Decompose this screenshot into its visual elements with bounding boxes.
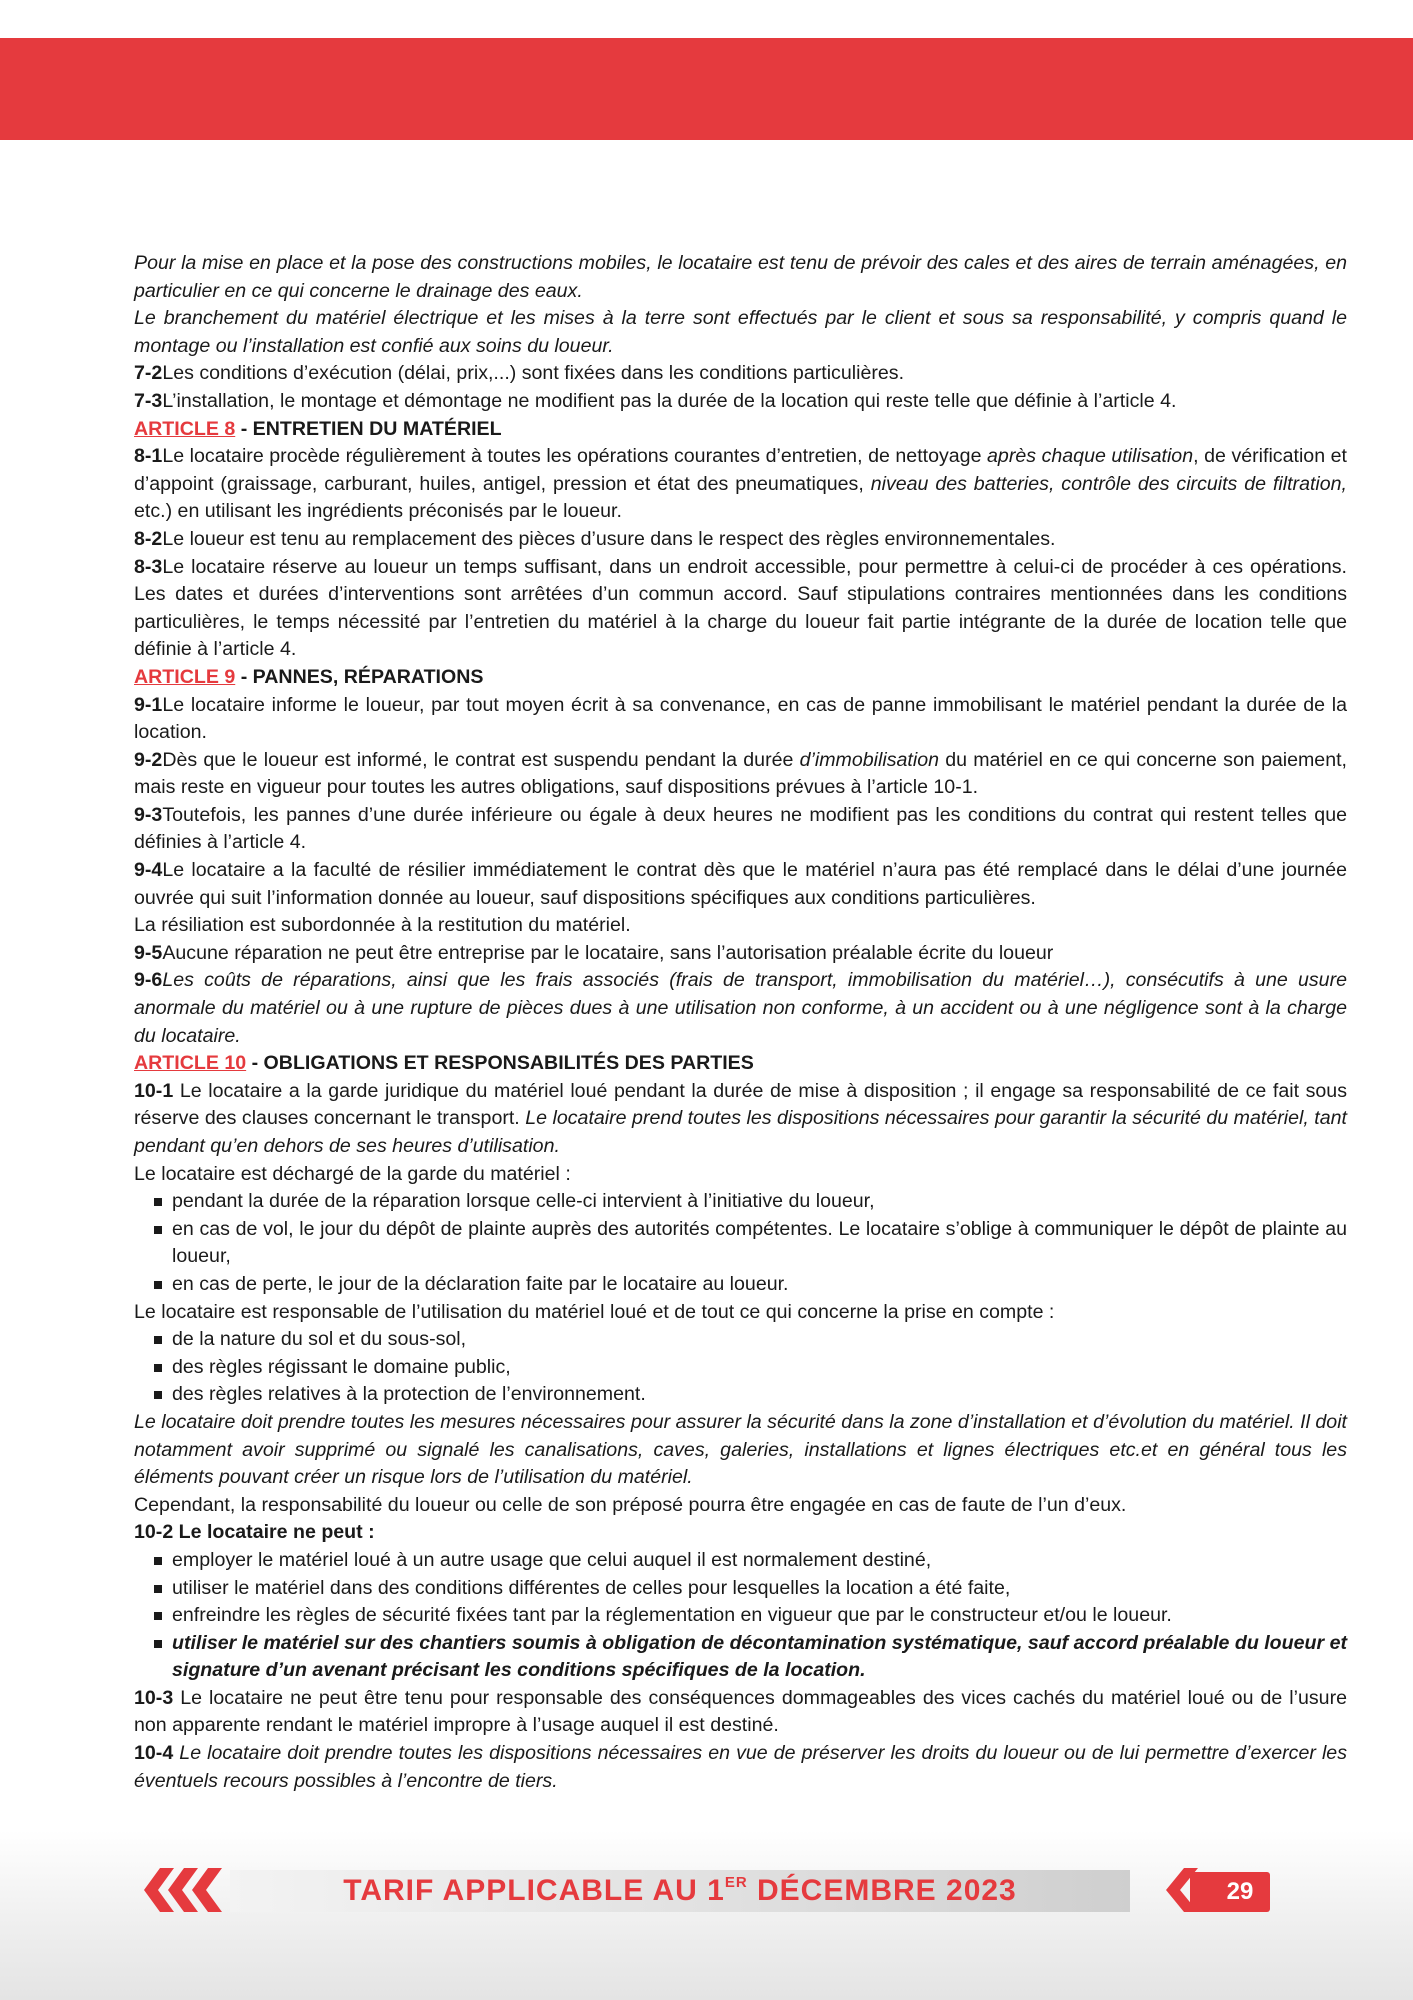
clause-7-2: 7-2Les conditions d’exécution (délai, prix,...) sont fixées dans les conditions particulières. [134, 362, 905, 385]
clause-9-4-note: La résiliation est subordonnée à la restitution du matériel. [134, 914, 631, 937]
page-number: 29 [1226, 1878, 1254, 1905]
clause-9-1: 9-1Le locataire informe le loueur, par tout moyen écrit à sa convenance, en cas de panne immobilisant le matériel pendant la durée de la location. [134, 693, 1347, 744]
intro-paragraph-1: Pour la mise en place et la pose des constructions mobiles, le locataire est tenu de prévoir des cales et des aires de terrain aménagées, en particulier en ce qui concerne le drainage des eaux. [134, 252, 1347, 302]
list-item: utiliser le matériel dans des conditions différentes de celles pour lesquelles la location a été faite, [154, 1575, 1347, 1603]
clause-8-1: 8-1Le locataire procède régulièrement à toutes les opérations courantes d’entretien, de nettoyage après chaque utilisation, de vérification et d’appoint (graissage, carburant, huiles, antigel, pression et état des pneumatiques, niveau des batteries, contrôle des circuits de filtration, etc.) en utilisant les ingrédients préconisés par le loueur. [134, 445, 1347, 523]
clause-9-3: 9-3Toutefois, les pannes d’une durée inférieure ou égale à deux heures ne modifient pas les conditions du contrat qui restent telles que définies à l’article 4. [134, 803, 1347, 854]
list-item: pendant la durée de la réparation lorsque celle-ci intervient à l’initiative du loueur, [154, 1188, 1347, 1216]
clause-9-2: 9-2Dès que le loueur est informé, le contrat est suspendu pendant la durée d’immobilisation du matériel en ce qui concerne son paiement, mais reste en vigueur pour toutes les autres obligations, sauf dispositions prévues à l’article 10-1. [134, 748, 1347, 799]
clause-9-4: 9-4Le locataire a la faculté de résilier immédiatement le contrat dès que le matériel n’aura pas été remplacé dans le délai d’une journée ouvrée qui suit l’information donnée au loueur, sauf dispositions spécifiques aux conditions particulières. [134, 859, 1347, 909]
article-8-link[interactable]: ARTICLE 8 [134, 417, 236, 440]
tarif-label: TARIF APPLICABLE AU 1ER DÉCEMBRE 2023 [343, 1874, 1017, 1907]
mesures-paragraph: Le locataire doit prendre toutes les mesures nécessaires pour assurer la sécurité dans la zone d’installation et d’évolution du matériel. Il doit notamment avoir supprimé ou signalé les canalisations, caves, galeries, installations et lignes électriques etc.et en général tous les éléments pouvant créer un risque lors de l’utilisation du matériel. [134, 1410, 1347, 1489]
ne-peut-list [134, 1547, 1347, 1685]
clause-10-3: 10-3 Le locataire ne peut être tenu pour responsable des conséquences dommageables des vices cachés du matériel loué ou de l’usure non apparente rendant le matériel impropre à l’usage auquel il est destiné. [134, 1686, 1347, 1737]
list-item: enfreindre les règles de sécurité fixées tant par la réglementation en vigueur que par le constructeur et/ou le loueur. [154, 1602, 1347, 1630]
clause-10-2: 10-2 Le locataire ne peut : [134, 1521, 375, 1544]
list-item-bold: utiliser le matériel sur des chantiers soumis à obligation de décontamination systématique, sauf accord préalable du loueur et signature d’un avenant précisant les conditions spécifiques de la location. [154, 1630, 1347, 1685]
top-banner [0, 38, 1413, 140]
cependant-paragraph: Cependant, la responsabilité du loueur ou celle de son préposé pourra être engagée en cas de faute de l’un d’eux. [134, 1493, 1127, 1516]
article-10-heading: ARTICLE 10 - OBLIGATIONS ET RESPONSABILITÉS DES PARTIES [134, 1052, 754, 1075]
responsabilite-intro: Le locataire est responsable de l’utilisation du matériel loué et de tout ce qui concerne la prise en compte : [134, 1300, 1055, 1323]
article-10-link[interactable]: ARTICLE 10 [134, 1052, 247, 1075]
page-footer [0, 1860, 1413, 1940]
clause-7-3: 7-3L’installation, le montage et démontage ne modifient pas la durée de la location qui reste telle que définie à l’article 4. [134, 389, 1177, 412]
list-item: employer le matériel loué à un autre usage que celui auquel il est normalement destiné, [154, 1547, 1347, 1575]
list-item: des règles relatives à la protection de l’environnement. [154, 1381, 1347, 1409]
list-item: en cas de vol, le jour du dépôt de plainte auprès des autorités compétentes. Le locataire s’oblige à communiquer le dépôt de plainte au loueur, [154, 1216, 1347, 1271]
clause-8-2: 8-2Le loueur est tenu au remplacement des pièces d’usure dans le respect des règles environnementales. [134, 527, 1056, 550]
chevron-left-icon [130, 1860, 230, 1920]
clause-10-4: 10-4 Le locataire doit prendre toutes les dispositions nécessaires en vue de préserver les droits du loueur ou de lui permettre d’exercer les éventuels recours possibles à l’encontre de tiers. [134, 1742, 1347, 1792]
clause-9-6: 9-6Les coûts de réparations, ainsi que les frais associés (frais de transport, immobilisation du matériel…), consécutifs à une usure anormale du matériel ou à une rupture de pièces dues à une utilisation non conforme, à un accident ou à une négligence sont à la charge du locataire. [134, 969, 1347, 1047]
responsabilite-list [134, 1326, 1347, 1409]
document-body [134, 250, 1347, 1795]
article-8-heading: ARTICLE 8 - ENTRETIEN DU MATÉRIEL [134, 417, 502, 440]
list-item: de la nature du sol et du sous-sol, [154, 1326, 1347, 1354]
list-item: en cas de perte, le jour de la déclaration faite par le locataire au loueur. [154, 1271, 1347, 1299]
clause-9-5: 9-5Aucune réparation ne peut être entreprise par le locataire, sans l’autorisation préalable écrite du loueur [134, 941, 1054, 964]
garde-list [134, 1188, 1347, 1298]
article-9-link[interactable]: ARTICLE 9 [134, 665, 236, 688]
list-item: des règles régissant le domaine public, [154, 1354, 1347, 1382]
clause-8-3: 8-3Le locataire réserve au loueur un temps suffisant, dans un endroit accessible, pour permettre à celui-ci de procéder à ces opérations. Les dates et durées d’interventions sont arrêtées d’un commun accord. Sauf stipulations contraires mentionnées dans les conditions particulières, le temps nécessité par l’entretien du matériel à la charge du loueur fait partie intégrante de la durée de location telle que définie à l’article 4. [134, 555, 1347, 661]
clause-10-1: 10-1 Le locataire a la garde juridique du matériel loué pendant la durée de mise à disposition ; il engage sa responsabilité de ce fait sous réserve des clauses concernant le transport. Le locataire prend toutes les dispositions nécessaires pour garantir la sécurité du matériel, tant pendant qu’en dehors de ses heures d’utilisation. [134, 1079, 1347, 1157]
garde-intro: Le locataire est déchargé de la garde du matériel : [134, 1162, 571, 1185]
article-9-heading: ARTICLE 9 - PANNES, RÉPARATIONS [134, 665, 484, 688]
intro-paragraph-2: Le branchement du matériel électrique et les mises à la terre sont effectués par le client et sous sa responsabilité, y compris quand le montage ou l’installation est confié aux soins du loueur. [134, 307, 1347, 357]
